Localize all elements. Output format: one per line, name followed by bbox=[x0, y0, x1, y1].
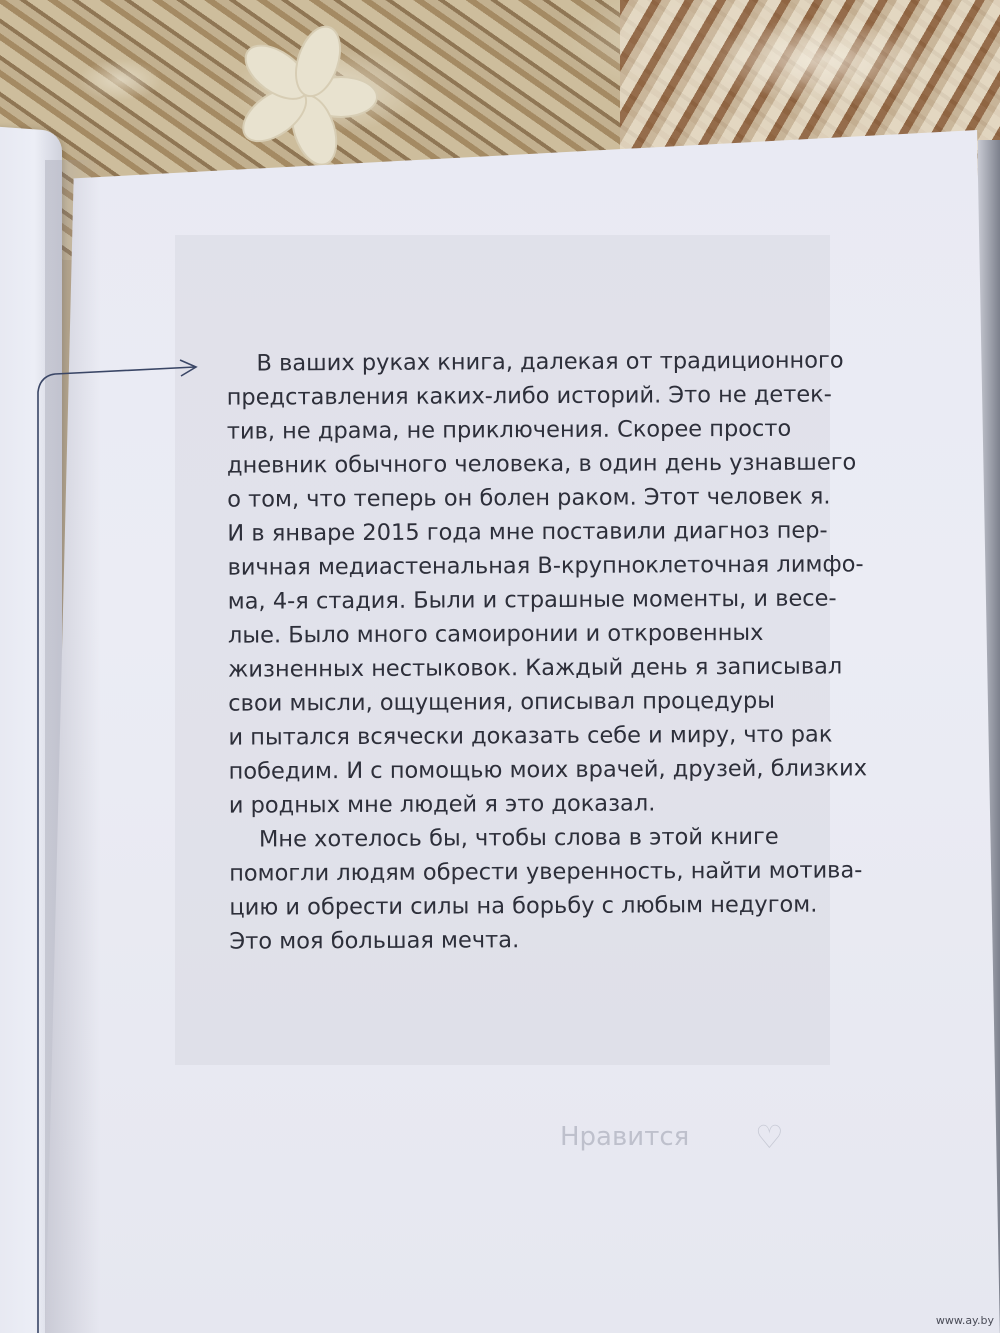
watermark: www.ay.by bbox=[935, 1314, 994, 1327]
page-text bbox=[226, 343, 869, 958]
page-gutter-shadow bbox=[45, 160, 100, 1333]
embroidered-flower bbox=[240, 40, 370, 150]
paragraph-2: Мне хотелось бы, чтобы слова в этой книге помогли людям обрести уверенность, найти мотива- цию и обрести силы на борьбу с любым недугом. Это моя большая мечта. bbox=[229, 823, 863, 955]
show-through-like-label: Нравится bbox=[560, 1122, 690, 1152]
show-through-heart-icon: ♡ bbox=[755, 1118, 784, 1156]
fabric-pattern bbox=[620, 0, 1000, 150]
paragraph-1: В ваших руках книга, далекая от традиционного представления каких-либо историй. Это не детек- тив, не драма, не приключения. Скорее просто дневник обычного человека, в один день узнавшего о том, что теперь он болен раком. Этот человек я. И в январе 2015 года мне поставили диагноз пер- вичная медиастенальная В-крупноклеточная лимфо- ма, 4-я стадия. Были и страшные моменты, и весе- лые. Было много самоиронии и откровенных жизненных нестыковок. Каждый день я записывал свои мысли, ощущения, описывал процедуры и пытался всячески доказать себе и миру, что рак победим. И с помощью моих врачей, друзей, близких и родных мне людей я это доказал. bbox=[226, 347, 868, 819]
